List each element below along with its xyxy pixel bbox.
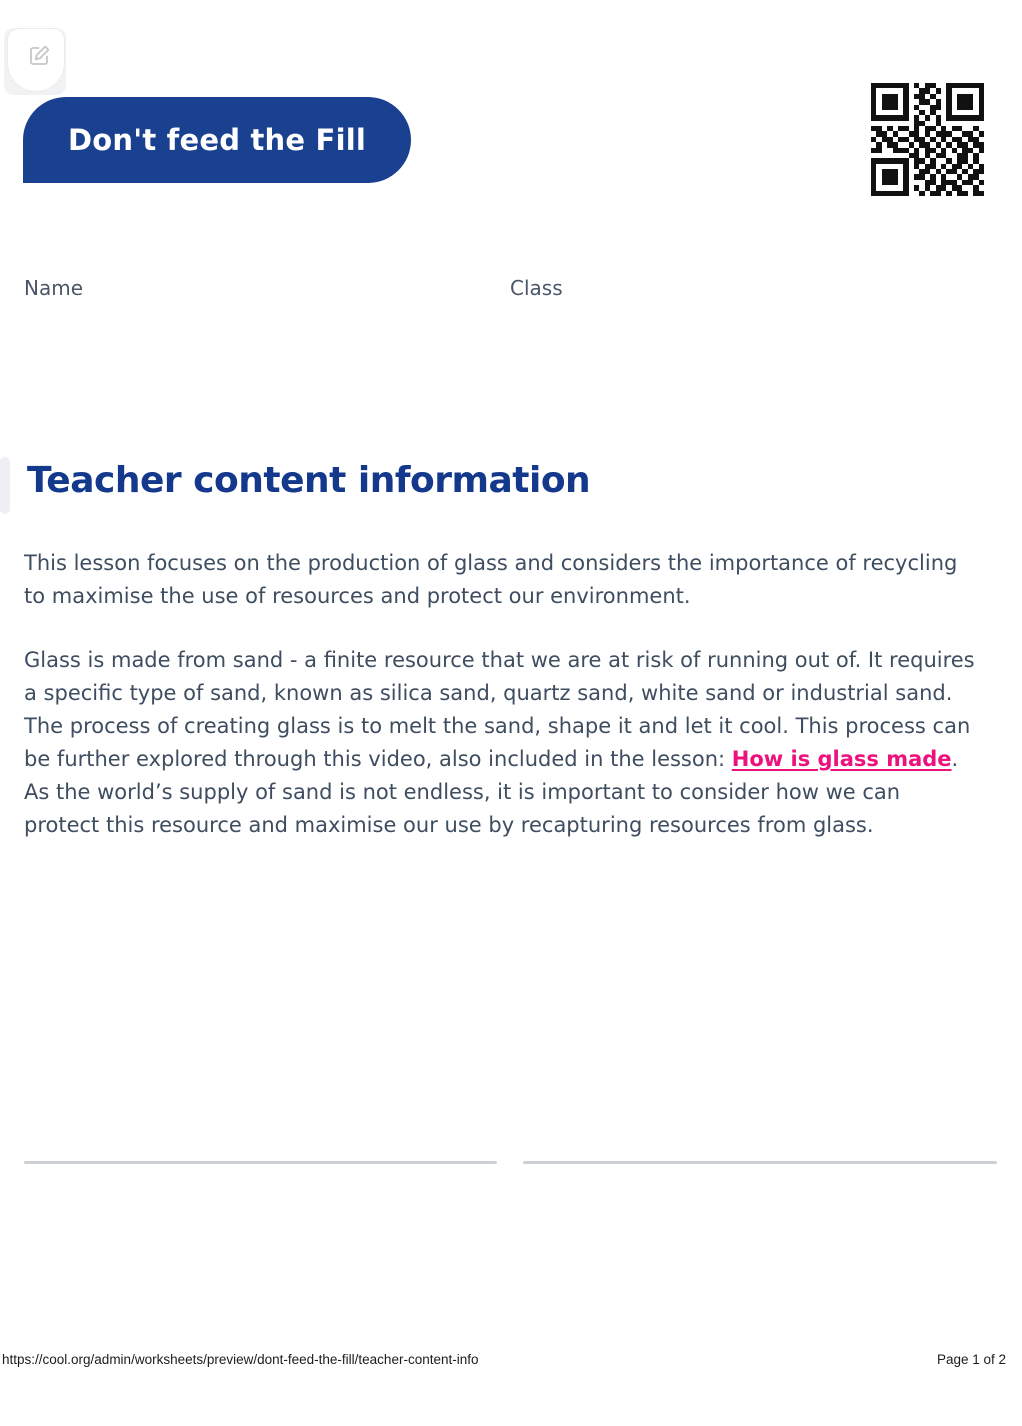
how-is-glass-made-link[interactable]: How is glass made [731, 747, 952, 771]
footer-url: https://cool.org/admin/worksheets/preview/dont-feed-the-fill/teacher-content-info [2, 1352, 479, 1367]
footer-page-indicator: Page 1 of 2 [936, 1352, 1006, 1367]
intro-paragraph: This lesson focuses on the production of glass and considers the importance of recycling to maximise the use of resources and protect our environment. [24, 551, 958, 608]
edit-button[interactable] [7, 28, 65, 92]
edit-widget [4, 28, 66, 95]
glass-paragraph-before-link: Glass is made from sand - a finite resource that we are at risk of running out of. It requires a specific type of sand, known as silica sand, quartz sand, white sand or industrial sand. The process of creating glass is to melt the sand, shape it and let it cool. This process can be further explored through this video, also included in the lesson: [24, 648, 975, 771]
answer-line-right [523, 1161, 997, 1164]
edit-pencil-icon [28, 43, 52, 67]
qr-code [871, 83, 984, 196]
name-field-label: Name [24, 276, 84, 300]
worksheet-title-banner: Don't feed the Fill [23, 97, 411, 183]
answer-line-left [24, 1161, 497, 1164]
heading-accent-bar [0, 457, 10, 514]
page-title: Teacher content information [27, 460, 591, 501]
glass-paragraph [24, 644, 976, 842]
class-field-label: Class [510, 276, 563, 300]
glass-paragraph-after-link: . As the world’s supply of sand is not endless, it is important to consider how we can protect this resource and maximise our use by recapturing resources from glass. [24, 747, 959, 837]
